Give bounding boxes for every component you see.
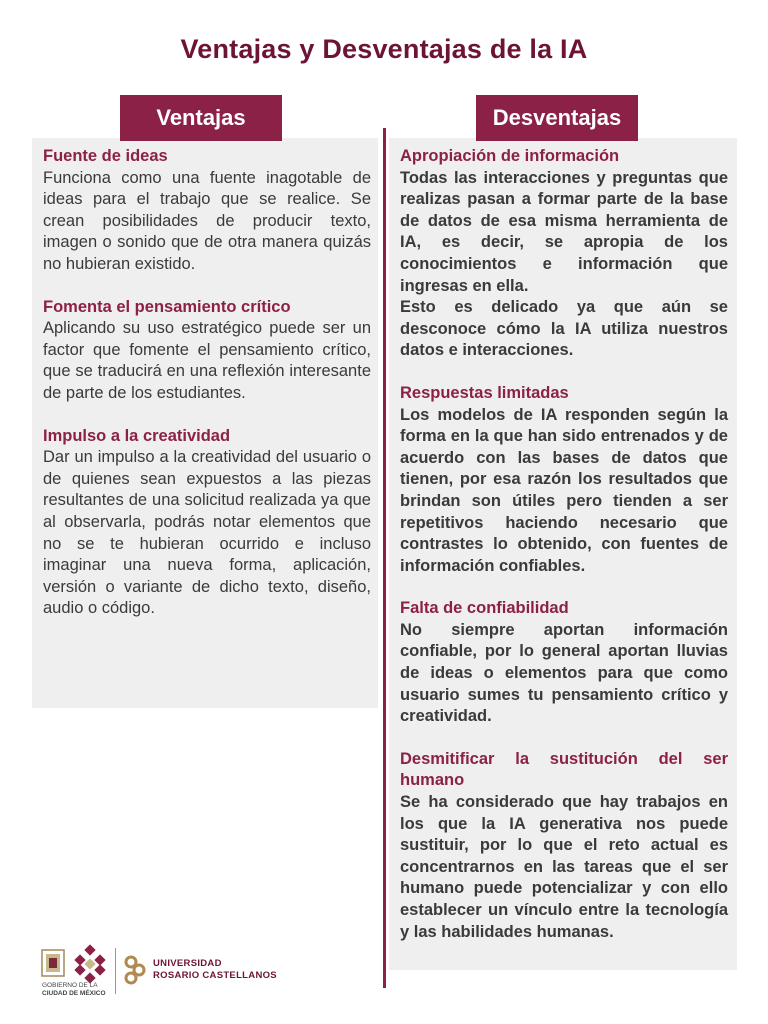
section-title: Apropiación de información bbox=[400, 147, 620, 165]
section-body bbox=[400, 168, 728, 362]
section-paragraph: Dar un impulso a la creatividad del usuario o de quienes sean expuestos a las piezas resultantes de una solicitud realizada ya que al observarla, podrás notar elementos que no se te hubieran ocurrido e incluso imaginar una nueva forma, aplicación, versión o variante de dicho texto, diseño, audio o código. bbox=[43, 448, 371, 618]
section-body bbox=[43, 318, 371, 404]
section-paragraph: No siempre aportan información confiable, por lo general aportan lluvias de ideas o elementos para que como usuario sumes tu pensamiento crítico y creatividad. bbox=[400, 620, 728, 726]
gobierno-label-line2: CIUDAD DE MÉXICO bbox=[42, 989, 106, 997]
section-paragraph: Se ha considerado que hay trabajos en los que la IA generativa nos puede sustituir, por lo que el reto actual es concentrarnos en las tareas que el ser humano puede potencializar y con ello establecer un vínculo entre la tecnología y las habilidades humanas. bbox=[400, 793, 728, 941]
section-paragraph: Los modelos de IA responden según la forma en la que han sido entrenados y de acuerdo con las bases de datos que tienen, por esa razón los resultados que brindan son útiles pero tienden a ser repetitivos haciendo necesario que contrastes lo obtenido, con fuentes de información confiables. bbox=[400, 405, 728, 575]
gobierno-label bbox=[42, 982, 112, 997]
section-paragraph: Todas las interacciones y preguntas que realizas pasan a formar parte de la base de datos de esa misma herramienta de IA, es decir, se apropia de los conocimientos e información que ingresas en ella. bbox=[400, 168, 728, 295]
section bbox=[43, 297, 371, 405]
column-divider bbox=[383, 128, 386, 988]
section-body bbox=[43, 168, 371, 276]
section-title: Respuestas limitadas bbox=[400, 383, 569, 402]
section-body bbox=[400, 405, 728, 578]
footer-logos bbox=[40, 944, 300, 1000]
section-title: Fuente de ideas bbox=[43, 147, 168, 165]
urc-label-line1: UNIVERSIDAD bbox=[153, 958, 222, 969]
section bbox=[400, 146, 728, 362]
section-paragraph: Aplicando su uso estratégico puede ser un factor que fomente el pensamiento crítico, que se traducirá en una reflexión interesante de parte de los estudiantes. bbox=[43, 319, 371, 402]
section-body bbox=[400, 620, 728, 728]
ventajas-column bbox=[43, 146, 371, 641]
section-body bbox=[43, 447, 371, 620]
section-title: Fomenta el pensamiento crítico bbox=[43, 297, 291, 316]
urc-logo-icon bbox=[122, 954, 148, 986]
section-title: Desmitificar la sustitución del ser humano bbox=[400, 749, 728, 790]
section bbox=[43, 426, 371, 620]
desventajas-column bbox=[400, 146, 728, 964]
section-body bbox=[400, 792, 728, 943]
desventajas-header: Desventajas bbox=[476, 95, 638, 141]
section bbox=[43, 146, 371, 276]
urc-label bbox=[153, 958, 277, 982]
urc-label-line2: ROSARIO CASTELLANOS bbox=[153, 970, 277, 981]
section-title: Falta de confiabilidad bbox=[400, 599, 569, 618]
section-paragraph: Funciona como una fuente inagotable de ideas para el trabajo que se realice. Se crean posibilidades de producir texto, imagen o sonido que de otra manera quizás no hubieran existido. bbox=[43, 168, 371, 273]
section-title: Impulso a la creatividad bbox=[43, 426, 231, 445]
ventajas-header: Ventajas bbox=[120, 95, 282, 141]
gobierno-emblem-icon bbox=[40, 948, 66, 978]
section bbox=[400, 383, 728, 577]
footer-separator bbox=[115, 948, 116, 994]
page-title: Ventajas y Desventajas de la IA bbox=[180, 34, 588, 64]
section bbox=[400, 598, 728, 728]
section-paragraph: Esto es delicado ya que aún se desconoce cómo la IA utiliza nuestros datos e interacciones. bbox=[400, 298, 728, 360]
cdmx-logo-icon bbox=[70, 944, 110, 984]
gobierno-label-line1: GOBIERNO DE LA bbox=[42, 982, 98, 989]
section bbox=[400, 749, 728, 943]
